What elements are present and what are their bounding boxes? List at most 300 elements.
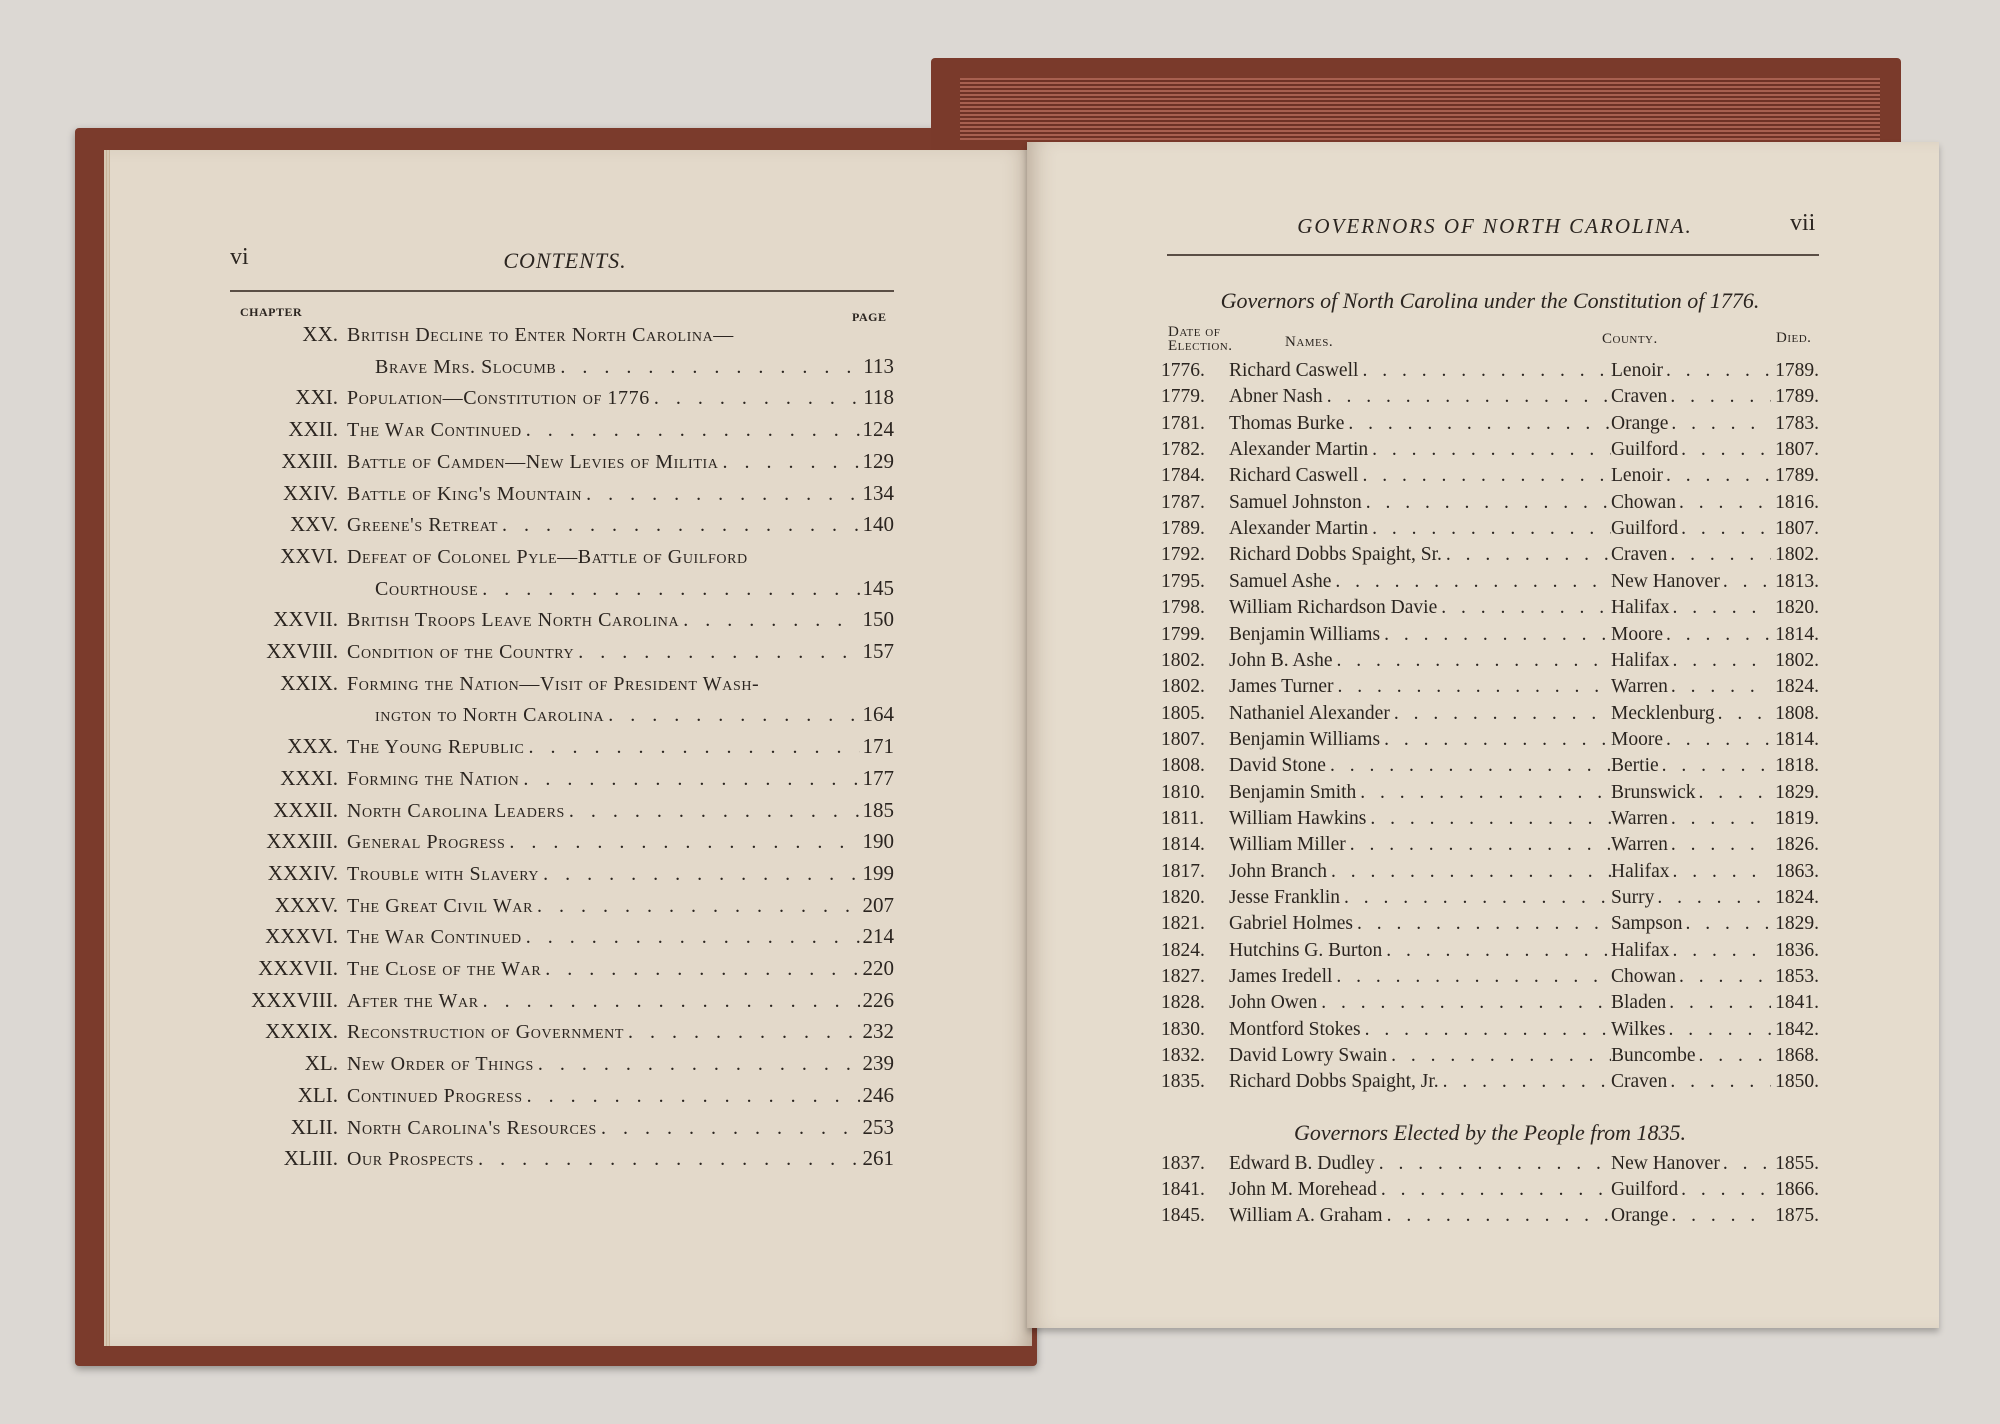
dot-leader bbox=[1720, 1153, 1771, 1175]
election-year: 1795. bbox=[1161, 570, 1205, 592]
county: Chowan bbox=[1611, 491, 1676, 513]
dot-leader bbox=[1668, 1205, 1771, 1227]
col-date-line2: Election. bbox=[1168, 338, 1233, 354]
county: Moore bbox=[1611, 623, 1663, 645]
toc-line bbox=[230, 861, 894, 891]
dot-leader bbox=[1668, 808, 1771, 830]
governor-name: Abner Nash bbox=[1229, 386, 1323, 408]
col-header-names: Names. bbox=[1285, 334, 1334, 350]
died-year: 1802. bbox=[1775, 649, 1819, 671]
right-page-block bbox=[960, 78, 1880, 140]
chapter-page: 145 bbox=[862, 575, 894, 600]
election-year: 1830. bbox=[1161, 1018, 1205, 1040]
died-year: 1855. bbox=[1775, 1153, 1819, 1174]
chapter-number: XXI. bbox=[295, 385, 338, 410]
chapter-number: XL. bbox=[304, 1051, 338, 1076]
dot-leader bbox=[1437, 597, 1611, 619]
dot-leader bbox=[1659, 755, 1771, 777]
chapter-number: XLI. bbox=[297, 1082, 338, 1107]
election-year: 1835. bbox=[1161, 1071, 1205, 1093]
county: Guilford bbox=[1611, 518, 1679, 540]
county: Chowan bbox=[1611, 966, 1676, 988]
election-year: 1789. bbox=[1161, 518, 1205, 540]
died-year: 1818. bbox=[1775, 755, 1819, 777]
dot-leader bbox=[1678, 518, 1771, 540]
dot-leader bbox=[1663, 360, 1771, 382]
chapter-page: 190 bbox=[862, 829, 894, 854]
election-year: 1814. bbox=[1161, 834, 1205, 856]
county-cell bbox=[1611, 676, 1771, 698]
governor-name: John Owen bbox=[1229, 992, 1318, 1014]
governor-name: Edward B. Dudley bbox=[1229, 1153, 1375, 1174]
county: Sampson bbox=[1611, 913, 1683, 935]
died-year: 1789. bbox=[1775, 386, 1819, 408]
county: Craven bbox=[1611, 386, 1668, 408]
county-cell bbox=[1611, 544, 1771, 566]
county: Warren bbox=[1611, 807, 1668, 829]
chapter-title: The War Continued bbox=[347, 419, 522, 442]
dot-leader bbox=[1669, 597, 1771, 619]
dot-leader bbox=[539, 863, 860, 886]
county-cell bbox=[1611, 1019, 1771, 1041]
toc-line bbox=[230, 417, 894, 447]
dot-leader bbox=[1439, 1071, 1611, 1093]
chapter-number: XXIV. bbox=[282, 480, 338, 505]
dot-leader bbox=[1663, 465, 1771, 487]
election-year: 1779. bbox=[1161, 386, 1205, 408]
governor-name: Benjamin Smith bbox=[1229, 781, 1357, 803]
county-cell bbox=[1611, 518, 1771, 540]
chapter-page: 113 bbox=[863, 353, 894, 378]
dot-leader bbox=[1676, 966, 1771, 988]
county-cell bbox=[1611, 1153, 1771, 1175]
dot-leader bbox=[523, 1085, 860, 1108]
dot-leader bbox=[1663, 624, 1771, 646]
county: Orange bbox=[1611, 412, 1669, 434]
died-year: 1808. bbox=[1775, 702, 1819, 724]
governor-row bbox=[1161, 676, 1819, 702]
election-year: 1799. bbox=[1161, 623, 1205, 645]
chapter-title: Battle of King's Mountain bbox=[347, 482, 583, 505]
dot-leader bbox=[1368, 439, 1611, 461]
toc-line bbox=[230, 576, 894, 606]
dot-leader bbox=[1382, 940, 1611, 962]
dot-leader bbox=[1668, 834, 1771, 856]
county-cell bbox=[1611, 492, 1771, 514]
chapter-label: CHAPTER bbox=[240, 305, 303, 319]
dot-leader bbox=[1695, 1045, 1771, 1067]
chapter-title: Reconstruction of Government bbox=[347, 1021, 625, 1044]
dot-leader bbox=[1380, 729, 1611, 751]
governor-row bbox=[1161, 465, 1819, 491]
dot-leader bbox=[1340, 887, 1611, 909]
county: Mecklenburg bbox=[1611, 702, 1715, 724]
toc-line bbox=[230, 449, 894, 479]
died-year: 1814. bbox=[1775, 728, 1819, 750]
died-year: 1850. bbox=[1775, 1071, 1819, 1093]
toc-line bbox=[230, 639, 894, 669]
election-year: 1787. bbox=[1161, 491, 1205, 513]
dot-leader bbox=[650, 387, 860, 410]
governor-name: Richard Caswell bbox=[1229, 360, 1359, 381]
election-year: 1782. bbox=[1161, 439, 1205, 461]
dot-leader bbox=[1368, 518, 1611, 540]
governor-row bbox=[1161, 887, 1819, 913]
dot-leader bbox=[1383, 1205, 1611, 1227]
died-year: 1826. bbox=[1775, 834, 1819, 856]
chapter-title: ington to North Carolina bbox=[375, 704, 605, 727]
governor-name: Benjamin Williams bbox=[1229, 623, 1381, 645]
dot-leader bbox=[1361, 1019, 1611, 1041]
died-year: 1802. bbox=[1775, 544, 1819, 566]
election-year: 1827. bbox=[1161, 966, 1205, 988]
col-header-died: Died. bbox=[1776, 330, 1812, 346]
chapter-title: Population—Constitution of 1776 bbox=[347, 387, 650, 410]
county: Halifax bbox=[1611, 860, 1670, 882]
chapter-title: The Young Republic bbox=[347, 736, 525, 759]
dot-leader bbox=[1669, 861, 1771, 883]
dot-leader bbox=[525, 736, 861, 759]
dot-leader bbox=[1696, 782, 1772, 804]
toc-line bbox=[230, 1051, 894, 1081]
chapter-page: 220 bbox=[862, 956, 894, 980]
chapter-title: Trouble with Slavery bbox=[347, 862, 540, 885]
election-year: 1781. bbox=[1161, 412, 1205, 434]
toc-line bbox=[230, 988, 894, 1018]
chapter-title: New Order of Things bbox=[347, 1053, 534, 1076]
header-rule bbox=[230, 290, 894, 292]
dot-leader bbox=[1666, 992, 1771, 1014]
governor-row bbox=[1161, 1205, 1819, 1231]
dot-leader bbox=[1380, 624, 1611, 646]
toc-line bbox=[230, 1083, 894, 1113]
governor-row bbox=[1161, 518, 1819, 544]
county: Craven bbox=[1611, 544, 1668, 566]
dot-leader bbox=[505, 831, 860, 854]
died-year: 1853. bbox=[1775, 966, 1819, 988]
died-year: 1866. bbox=[1775, 1179, 1819, 1200]
chapter-page: 118 bbox=[863, 385, 894, 410]
dot-leader bbox=[1375, 1153, 1611, 1175]
county: Warren bbox=[1611, 676, 1668, 698]
election-year: 1792. bbox=[1161, 544, 1205, 566]
chapter-page: 177 bbox=[862, 765, 894, 790]
dot-leader bbox=[541, 958, 860, 981]
governor-name: John M. Morehead bbox=[1229, 1179, 1377, 1200]
died-year: 1842. bbox=[1775, 1018, 1819, 1040]
chapter-title: Forming the Nation bbox=[347, 767, 520, 790]
governor-row bbox=[1161, 360, 1819, 386]
governor-row bbox=[1161, 703, 1819, 729]
dot-leader bbox=[533, 895, 860, 918]
people-table-title: Governors Elected by the People from 1835. bbox=[1293, 1120, 1687, 1145]
governor-name: Richard Dobbs Spaight, Sr. bbox=[1229, 544, 1442, 566]
dot-leader bbox=[565, 800, 860, 823]
page-number-right: vii bbox=[1790, 210, 1816, 236]
county-cell bbox=[1611, 1071, 1771, 1093]
governor-row bbox=[1161, 861, 1819, 887]
header-rule bbox=[1167, 254, 1819, 256]
governor-row bbox=[1161, 597, 1819, 623]
county-cell bbox=[1611, 782, 1771, 804]
election-year: 1820. bbox=[1161, 887, 1205, 908]
chapter-page: 232 bbox=[862, 1019, 894, 1044]
dot-leader bbox=[1332, 966, 1611, 988]
governor-name: Jesse Franklin bbox=[1229, 887, 1341, 908]
chapter-title: Greene's Retreat bbox=[347, 514, 498, 537]
chapter-number: XXXIII. bbox=[266, 829, 338, 854]
governor-row bbox=[1161, 992, 1819, 1018]
dot-leader bbox=[1678, 1179, 1771, 1201]
governor-name: James Turner bbox=[1229, 676, 1334, 698]
chapter-page: 140 bbox=[862, 512, 894, 537]
election-year: 1837. bbox=[1161, 1153, 1205, 1174]
county: Lenoir bbox=[1611, 360, 1663, 381]
governor-name: Benjamin Williams bbox=[1229, 728, 1381, 750]
col-header-date bbox=[1168, 325, 1232, 353]
died-year: 1824. bbox=[1775, 676, 1819, 698]
chapter-page: 124 bbox=[862, 417, 894, 442]
county-cell bbox=[1611, 413, 1771, 435]
governor-name: Richard Caswell bbox=[1229, 465, 1359, 487]
governor-row bbox=[1161, 729, 1819, 755]
county: Wilkes bbox=[1611, 1018, 1666, 1040]
dot-leader bbox=[679, 609, 860, 632]
county-cell bbox=[1611, 940, 1771, 962]
dot-leader bbox=[1667, 1071, 1771, 1093]
governor-name: David Stone bbox=[1229, 755, 1326, 777]
dot-leader bbox=[1317, 992, 1611, 1014]
county: Orange bbox=[1611, 1205, 1669, 1226]
chapter-number: XXXIV. bbox=[267, 860, 338, 885]
toc-line bbox=[230, 354, 894, 384]
chapter-number: XXXII. bbox=[273, 797, 338, 822]
county-cell bbox=[1611, 703, 1771, 725]
chapter-page: 199 bbox=[862, 860, 894, 885]
died-year: 1783. bbox=[1775, 412, 1819, 434]
county-cell bbox=[1611, 966, 1771, 988]
governor-name: Gabriel Holmes bbox=[1229, 913, 1354, 935]
governor-row bbox=[1161, 492, 1819, 518]
governor-row bbox=[1161, 755, 1819, 781]
toc-line bbox=[230, 1115, 894, 1145]
county: Guilford bbox=[1611, 1179, 1679, 1200]
county: New Hanover bbox=[1611, 1153, 1720, 1174]
governor-name: William Miller bbox=[1229, 834, 1346, 856]
chapter-page: 239 bbox=[862, 1051, 894, 1076]
governor-row bbox=[1161, 966, 1819, 992]
dot-leader bbox=[1665, 1019, 1771, 1041]
dot-leader bbox=[478, 578, 860, 601]
dot-leader bbox=[522, 926, 860, 949]
died-year: 1789. bbox=[1775, 360, 1819, 381]
toc-line bbox=[230, 893, 894, 923]
county-cell bbox=[1611, 465, 1771, 487]
election-year: 1807. bbox=[1161, 728, 1205, 750]
county: Craven bbox=[1611, 1071, 1668, 1093]
dot-leader bbox=[474, 1148, 860, 1171]
chapter-title: Condition of the Country bbox=[347, 641, 575, 663]
governor-row bbox=[1161, 808, 1819, 834]
died-year: 1814. bbox=[1775, 623, 1819, 645]
county: New Hanover bbox=[1611, 570, 1720, 592]
governor-name: William Hawkins bbox=[1229, 807, 1367, 829]
governor-row bbox=[1161, 1153, 1819, 1179]
toc-line bbox=[230, 734, 894, 764]
page-label: PAGE bbox=[852, 310, 887, 324]
toc-line bbox=[230, 544, 894, 574]
dot-leader bbox=[1327, 861, 1611, 883]
dot-leader bbox=[582, 483, 860, 506]
dot-leader bbox=[498, 514, 860, 537]
chapter-number: XXXIX. bbox=[265, 1019, 338, 1044]
toc-line bbox=[230, 481, 894, 511]
dot-leader bbox=[1323, 386, 1611, 408]
died-year: 1841. bbox=[1775, 992, 1819, 1014]
toc-line bbox=[230, 829, 894, 859]
dot-leader bbox=[1331, 571, 1611, 593]
dot-leader bbox=[1678, 439, 1771, 461]
running-head-left: CONTENTS. bbox=[503, 248, 627, 273]
chapter-number: XXX. bbox=[287, 734, 338, 759]
dot-leader bbox=[624, 1021, 860, 1044]
chapter-page: 157 bbox=[862, 639, 894, 663]
governor-row bbox=[1161, 439, 1819, 465]
election-year: 1811. bbox=[1161, 807, 1205, 829]
dot-leader bbox=[597, 1117, 860, 1140]
election-year: 1828. bbox=[1161, 992, 1205, 1014]
election-year: 1824. bbox=[1161, 939, 1205, 961]
county: Guilford bbox=[1611, 439, 1679, 461]
died-year: 1829. bbox=[1775, 781, 1819, 803]
chapter-title: North Carolina Leaders bbox=[347, 799, 565, 822]
chapter-title: Forming the Nation—Visit of President Wash- bbox=[347, 672, 760, 695]
chapter-title: After the War bbox=[347, 989, 479, 1012]
chapter-title: The Close of the War bbox=[347, 958, 542, 980]
col-date-line1: Date of bbox=[1168, 324, 1221, 340]
died-year: 1863. bbox=[1775, 860, 1819, 882]
dot-leader bbox=[1346, 834, 1611, 856]
died-year: 1819. bbox=[1775, 807, 1819, 829]
chapter-title: Courthouse bbox=[375, 577, 479, 600]
governor-name: Thomas Burke bbox=[1229, 412, 1345, 434]
dot-leader bbox=[1663, 729, 1771, 751]
county-cell bbox=[1611, 650, 1771, 672]
county: Moore bbox=[1611, 728, 1663, 750]
died-year: 1807. bbox=[1775, 518, 1819, 540]
county-cell bbox=[1611, 386, 1771, 408]
county-cell bbox=[1611, 360, 1771, 382]
chapter-number: XXVII. bbox=[273, 607, 338, 632]
died-year: 1875. bbox=[1775, 1205, 1819, 1226]
toc-line bbox=[230, 671, 894, 701]
governor-name: Hutchins G. Burton bbox=[1229, 939, 1383, 961]
dot-leader bbox=[1356, 782, 1611, 804]
dot-leader bbox=[556, 356, 860, 379]
dot-leader bbox=[1326, 755, 1611, 777]
governor-row bbox=[1161, 413, 1819, 439]
dot-leader bbox=[1668, 413, 1771, 435]
chapter-page: 253 bbox=[862, 1114, 894, 1139]
county-cell bbox=[1611, 913, 1771, 935]
dot-leader bbox=[604, 704, 860, 727]
election-year: 1845. bbox=[1161, 1205, 1205, 1226]
election-year: 1808. bbox=[1161, 755, 1205, 777]
chapter-page: 150 bbox=[862, 607, 894, 632]
county-cell bbox=[1611, 861, 1771, 883]
chapter-title: Battle of Camden—New Levies of Militia bbox=[347, 450, 719, 473]
chapter-number: XXII. bbox=[288, 417, 338, 442]
chapter-number: XXXVIII. bbox=[251, 987, 338, 1012]
county-cell bbox=[1611, 1045, 1771, 1067]
toc-line bbox=[230, 1146, 894, 1176]
toc-line bbox=[230, 956, 894, 986]
dot-leader bbox=[1390, 703, 1611, 725]
governor-row bbox=[1161, 650, 1819, 676]
chapter-number: XXXI. bbox=[280, 765, 338, 790]
dot-leader bbox=[1344, 413, 1611, 435]
table-title: Governors of North Carolina under the Constitution of 1776. bbox=[1220, 288, 1760, 313]
dot-leader bbox=[1358, 465, 1611, 487]
county-cell bbox=[1611, 755, 1771, 777]
chapter-title: The War Continued bbox=[347, 926, 522, 949]
county: Surry bbox=[1611, 887, 1655, 908]
died-year: 1813. bbox=[1775, 570, 1819, 592]
chapter-number: XLIII. bbox=[283, 1146, 338, 1171]
governor-name: Alexander Martin bbox=[1229, 439, 1369, 461]
toc-line bbox=[230, 1019, 894, 1049]
county: Halifax bbox=[1611, 649, 1670, 671]
toc-line bbox=[230, 512, 894, 542]
governor-name: John B. Ashe bbox=[1229, 649, 1333, 671]
chapter-number: XLII. bbox=[290, 1114, 338, 1139]
chapter-title: Defeat of Colonel Pyle—Battle of Guilford bbox=[347, 545, 748, 568]
chapter-page: 164 bbox=[862, 702, 894, 727]
county-cell bbox=[1611, 571, 1771, 593]
chapter-number: XXIX. bbox=[280, 670, 338, 695]
dot-leader bbox=[1377, 1179, 1611, 1201]
county-cell bbox=[1611, 887, 1771, 909]
dot-leader bbox=[1442, 544, 1611, 566]
chapter-title: Our Prospects bbox=[347, 1148, 475, 1171]
governor-name: James Iredell bbox=[1229, 966, 1333, 988]
col-header-county: County. bbox=[1602, 331, 1658, 347]
county: Halifax bbox=[1611, 939, 1670, 961]
died-year: 1829. bbox=[1775, 913, 1819, 935]
died-year: 1868. bbox=[1775, 1045, 1819, 1067]
county-cell bbox=[1611, 808, 1771, 830]
county-cell bbox=[1611, 992, 1771, 1014]
governor-row bbox=[1161, 782, 1819, 808]
dot-leader bbox=[1667, 386, 1771, 408]
chapter-title: The Great Civil War bbox=[347, 894, 534, 917]
toc-line bbox=[230, 924, 894, 954]
county-cell bbox=[1611, 834, 1771, 856]
governor-row bbox=[1161, 571, 1819, 597]
county-cell bbox=[1611, 597, 1771, 619]
governor-name: Nathaniel Alexander bbox=[1229, 702, 1390, 724]
died-year: 1836. bbox=[1775, 939, 1819, 961]
election-year: 1784. bbox=[1161, 465, 1205, 487]
governor-row bbox=[1161, 1071, 1819, 1097]
election-year: 1802. bbox=[1161, 676, 1205, 698]
county: Bertie bbox=[1611, 755, 1659, 777]
election-year: 1821. bbox=[1161, 913, 1205, 935]
page-number-left: vi bbox=[230, 244, 249, 270]
county: Halifax bbox=[1611, 597, 1670, 619]
election-year: 1776. bbox=[1161, 360, 1205, 381]
election-year: 1841. bbox=[1161, 1179, 1205, 1200]
